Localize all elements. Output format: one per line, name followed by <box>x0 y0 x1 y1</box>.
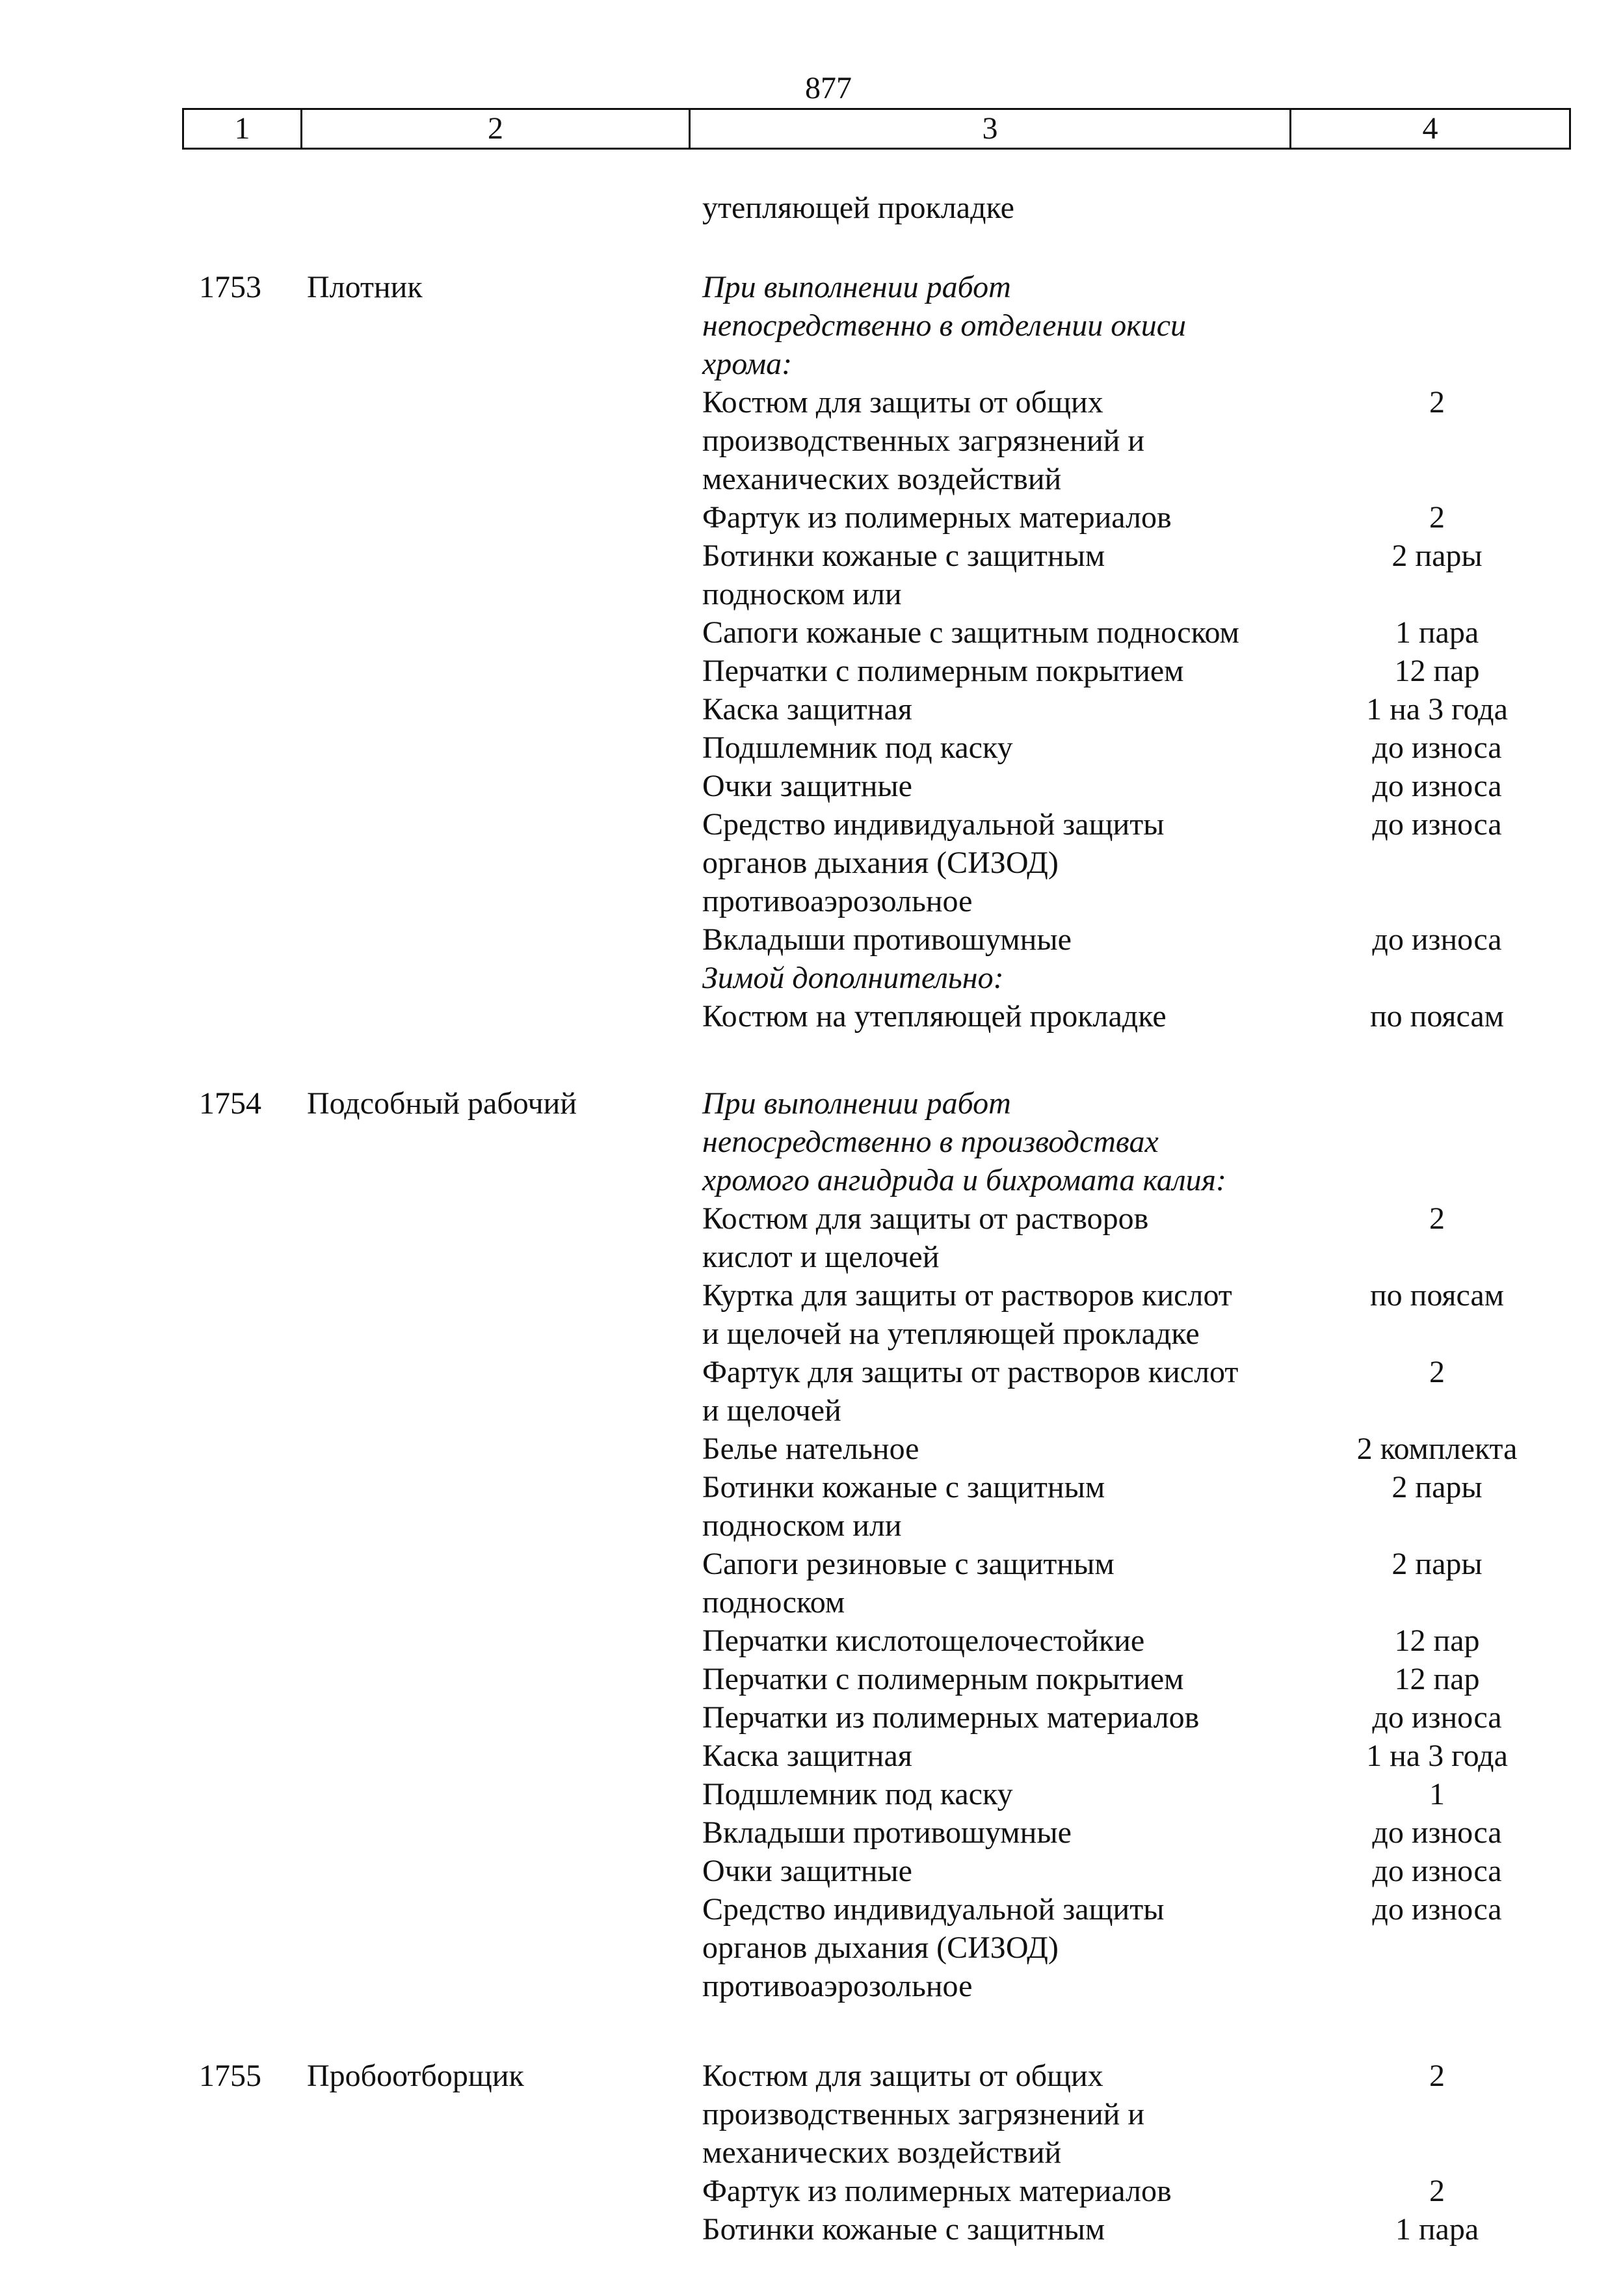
issue-norm: до износа <box>1372 730 1502 765</box>
issue-norm: до износа <box>1372 1892 1502 1927</box>
issue-norm: 2 <box>1429 1201 1445 1236</box>
item-line: Очки защитные <box>702 769 912 803</box>
item-line: подноском или <box>702 577 902 611</box>
ppe-item <box>702 690 1287 728</box>
ppe-item <box>702 728 1287 767</box>
item-line: производственных загрязнений и <box>702 2097 1145 2131</box>
ppe-item <box>702 997 1287 1035</box>
column-header-1: 1 <box>184 110 302 148</box>
profession-name: Пробоотборщик <box>307 2059 524 2093</box>
item-line: Ботинки кожаные с защитным <box>702 539 1105 573</box>
item-line: Фартук из полимерных материалов <box>702 500 1172 535</box>
item-line: Перчатки с полимерным покрытием <box>702 654 1184 688</box>
ppe-item <box>702 652 1287 690</box>
issue-norm: 2 <box>1429 2059 1445 2093</box>
item-line: утепляющей прокладке <box>702 191 1014 225</box>
issue-norm: 12 пар <box>1394 1662 1480 1696</box>
item-line: Фартук для защиты от растворов кислот <box>702 1355 1239 1389</box>
issue-norm: 2 пары <box>1392 1470 1483 1504</box>
item-line: механических воздействий <box>702 2135 1062 2170</box>
item-line: механических воздействий <box>702 462 1062 496</box>
ppe-item <box>702 1813 1287 1852</box>
issue-norm: 1 на 3 года <box>1366 1739 1508 1773</box>
item-line: производственных загрязнений и <box>702 423 1145 458</box>
item-line: Костюм для защиты от растворов <box>702 1201 1149 1236</box>
item-line: Очки защитные <box>702 1854 912 1888</box>
item-line: Зимой дополнительно: <box>702 961 1004 995</box>
profession-name: Плотник <box>307 270 423 304</box>
ppe-item <box>702 1622 1287 1660</box>
ppe-item <box>702 1353 1287 1430</box>
item-line: Средство индивидуальной защиты <box>702 807 1165 842</box>
ppe-item <box>702 1199 1287 1276</box>
item-line: и щелочей на утепляющей прокладке <box>702 1316 1200 1351</box>
item-line: и щелочей <box>702 1393 841 1428</box>
item-line: Подшлемник под каску <box>702 730 1013 765</box>
ppe-item <box>702 498 1287 537</box>
item-line: Средство индивидуальной защиты <box>702 1892 1165 1927</box>
item-line: Подшлемник под каску <box>702 1777 1013 1811</box>
issue-norm: 2 <box>1429 1355 1445 1389</box>
item-line: Вкладыши противошумные <box>702 922 1072 957</box>
item-line: подноском или <box>702 1508 902 1543</box>
item-line: органов дыхания (СИЗОД) <box>702 846 1059 880</box>
item-line: Сапоги резиновые с защитным <box>702 1547 1115 1581</box>
profession-code: 1753 <box>199 270 261 304</box>
issue-norm: до износа <box>1372 922 1502 957</box>
item-line: Белье нательное <box>702 1432 919 1466</box>
ppe-item <box>702 1852 1287 1890</box>
item-line: непосредственно в производствах <box>702 1125 1159 1159</box>
continuation-item <box>702 189 1287 227</box>
item-line: органов дыхания (СИЗОД) <box>702 1930 1059 1965</box>
item-line: Костюм для защиты от общих <box>702 385 1103 420</box>
issue-norm: по поясам <box>1369 1278 1505 1313</box>
column-header-2: 2 <box>302 110 691 148</box>
item-line: Перчатки кислотощелочестойкие <box>702 1623 1145 1658</box>
item-line: непосредственно в отделении окиси <box>702 308 1187 343</box>
issue-norm: 1 пара <box>1395 615 1479 650</box>
ppe-item <box>702 383 1287 498</box>
item-line: противоаэрозольное <box>702 1969 973 2003</box>
condition-heading <box>702 959 1287 997</box>
ppe-item <box>702 1698 1287 1737</box>
ppe-item <box>702 2210 1287 2249</box>
issue-norm: 2 <box>1429 385 1445 420</box>
ppe-item <box>702 1430 1287 1468</box>
issue-norm: до износа <box>1372 1854 1502 1888</box>
ppe-item <box>702 805 1287 920</box>
ppe-item <box>702 920 1287 959</box>
ppe-item <box>702 2172 1287 2210</box>
column-header-4: 4 <box>1422 111 1438 146</box>
item-line: противоаэрозольное <box>702 884 973 918</box>
condition-heading <box>702 268 1287 383</box>
ppe-item <box>702 1890 1287 2005</box>
column-header-3: 3 <box>691 110 1291 148</box>
issue-norm: 12 пар <box>1394 1623 1480 1658</box>
ppe-item <box>702 1660 1287 1698</box>
issue-norm: 12 пар <box>1394 654 1480 688</box>
ppe-item <box>702 2057 1287 2172</box>
item-line: Каска защитная <box>702 1739 912 1773</box>
item-line: Каска защитная <box>702 692 912 727</box>
issue-norm: 2 <box>1429 500 1445 535</box>
ppe-item <box>702 1737 1287 1775</box>
profession-name: Подсобный рабочий <box>307 1086 577 1121</box>
item-line: Перчатки с полимерным покрытием <box>702 1662 1184 1696</box>
issue-norm: по поясам <box>1369 999 1505 1034</box>
ppe-item <box>702 1775 1287 1813</box>
ppe-item <box>702 1545 1287 1622</box>
page-number: 877 <box>805 71 852 105</box>
issue-norm: до износа <box>1372 807 1502 842</box>
issue-norm: 1 на 3 года <box>1366 692 1508 727</box>
ppe-item <box>702 767 1287 805</box>
issue-norm: 1 пара <box>1395 2212 1479 2247</box>
ppe-item <box>702 1276 1287 1353</box>
issue-norm: 2 пары <box>1392 539 1483 573</box>
ppe-item <box>702 537 1287 613</box>
item-line: хромого ангидрида и бихромата калия: <box>702 1163 1226 1197</box>
item-line: кислот и щелочей <box>702 1240 940 1274</box>
item-line: Ботинки кожаные с защитным <box>702 1470 1105 1504</box>
condition-heading <box>702 1084 1287 1199</box>
issue-norm: до износа <box>1372 769 1502 803</box>
ppe-item <box>702 1468 1287 1545</box>
item-line: Фартук из полимерных материалов <box>702 2174 1172 2208</box>
issue-norm: до износа <box>1372 1815 1502 1850</box>
item-line: Вкладыши противошумные <box>702 1815 1072 1850</box>
item-line: подноском <box>702 1585 845 1620</box>
item-line: Ботинки кожаные с защитным <box>702 2212 1105 2247</box>
item-line: хрома: <box>702 347 793 381</box>
item-line: Куртка для защиты от растворов кислот <box>702 1278 1232 1313</box>
issue-norm: до износа <box>1372 1700 1502 1735</box>
item-line: При выполнении работ <box>702 270 1011 304</box>
issue-norm: 1 <box>1429 1777 1445 1811</box>
item-line: При выполнении работ <box>702 1086 1011 1121</box>
column-header-row <box>182 108 1571 150</box>
item-line: Костюм на утепляющей прокладке <box>702 999 1167 1034</box>
profession-code: 1755 <box>199 2059 261 2093</box>
item-line: Сапоги кожаные с защитным подноском <box>702 615 1239 650</box>
item-line: Костюм для защиты от общих <box>702 2059 1103 2093</box>
ppe-item <box>702 613 1287 652</box>
profession-code: 1754 <box>199 1086 261 1121</box>
item-line: Перчатки из полимерных материалов <box>702 1700 1200 1735</box>
issue-norm: 2 пары <box>1392 1547 1483 1581</box>
issue-norm: 2 комплекта <box>1356 1432 1518 1466</box>
issue-norm: 2 <box>1429 2174 1445 2208</box>
